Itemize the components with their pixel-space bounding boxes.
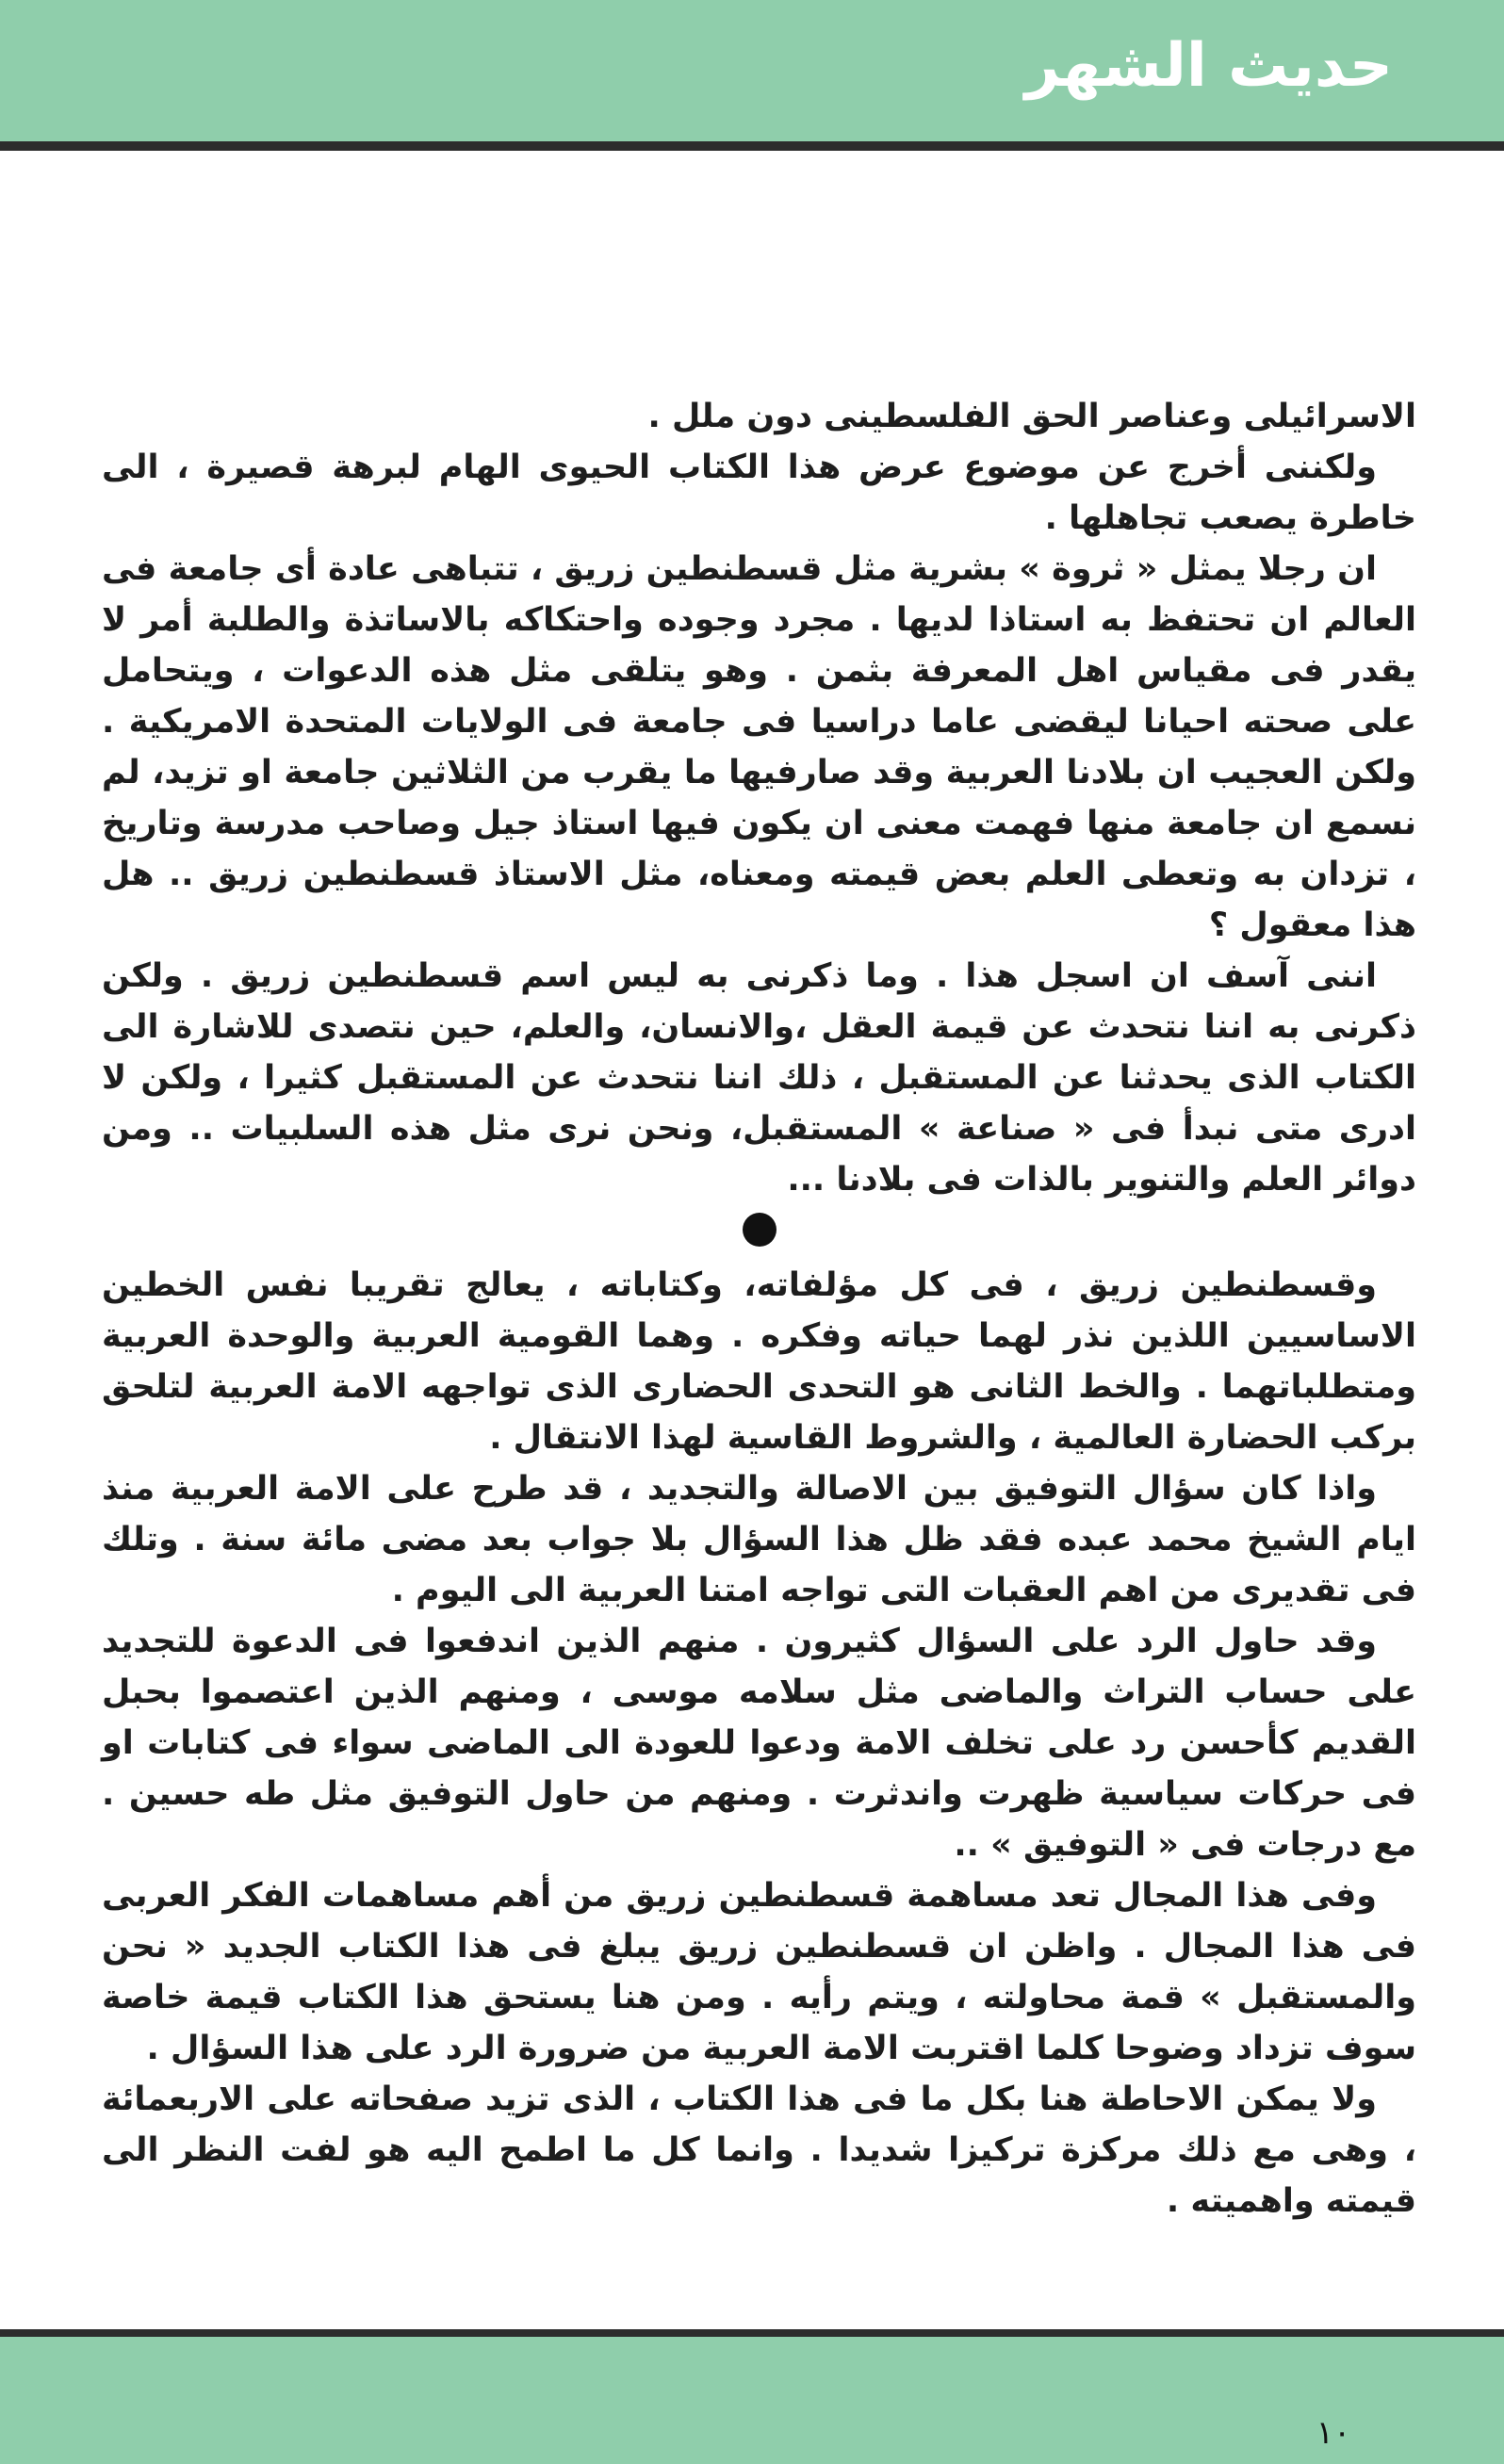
footer-band: [0, 2337, 1504, 2464]
paragraph: ولكننى أخرج عن موضوع عرض هذا الكتاب الحيوى الهام لبرهة قصيرة ، الى خاطرة يصعب تجاهلها .: [102, 449, 1416, 537]
section-bullet-icon: [743, 1213, 777, 1247]
paragraph: ولا يمكن الاحاطة هنا بكل ما فى هذا الكتاب ، الذى تزيد صفحاته على الاربعمائة ، وهى مع ذلك مركزة تركيزا شديدا . وانما كل ما اطمح اليه هو لفت النظر الى قيمته واهميته .: [102, 2081, 1416, 2220]
paragraph: وفى هذا المجال تعد مساهمة قسطنطين زريق من أهم مساهمات الفكر العربى فى هذا المجال . واظن ان قسطنطين زريق يبلغ فى هذا الكتاب الجديد « نحن والمستقبل » قمة محاولته ، ويتم رأيه . ومن هنا يستحق هذا الكتاب قيمة خاصة سوف تزداد وضوحا كلما اقتربت الامة العربية من ضرورة الرد على هذا السؤال .: [102, 1877, 1416, 2067]
footer-rule: [0, 2329, 1504, 2337]
paragraph: وقسطنطين زريق ، فى كل مؤلفاته، وكتاباته ، يعالج تقريبا نفس الخطين الاساسيين اللذين نذر لهما حياته وفكره . وهما القومية العربية والوحدة العربية ومتطلباتهما . والخط الثانى هو التحدى الحضارى الذى تواجهه الامة العربية لتلحق بركب الحضارة العالمية ، والشروط القاسية لهذا الانتقال .: [102, 1266, 1416, 1457]
paragraph: اننى آسف ان اسجل هذا . وما ذكرنى به ليس اسم قسطنطين زريق . ولكن ذكرنى به اننا نتحدث عن قيمة العقل ،والانسان، والعلم، حين نتصدى للاشارة الى الكتاب الذى يحدثنا عن المستقبل ، ذلك اننا نتحدث عن المستقبل كثيرا ، ولكن لا ادرى متى نبدأ فى « صناعة » المستقبل، ونحن نرى مثل هذه السلبيات .. ومن دوائر العلم والتنوير بالذات فى بلادنا ...: [102, 957, 1416, 1199]
paragraph: وقد حاول الرد على السؤال كثيرون . منهم الذين اندفعوا فى الدعوة للتجديد على حساب التراث والماضى مثل سلامه موسى ، ومنهم الذين اعتصموا بحبل القديم كأحسن رد على تخلف الامة ودعوا للعودة الى الماضى سواء فى كتابات او فى حركات سياسية ظهرت واندثرت . ومنهم من حاول التوفيق مثل طه حسين . مع درجات فى « التوفيق » ..: [102, 1623, 1416, 1864]
paragraph: الاسرائيلى وعناصر الحق الفلسطينى دون ملل .: [647, 398, 1416, 435]
header-rule: [0, 141, 1504, 151]
section-title: حديث الشهر: [1024, 31, 1393, 101]
article-body: [102, 391, 1416, 2227]
page-number: ١٠: [1316, 2414, 1351, 2452]
paragraph: واذا كان سؤال التوفيق بين الاصالة والتجديد ، قد طرح على الامة العربية منذ ايام الشيخ محمد عبده فقد ظل هذا السؤال بلا جواب بعد مضى مائة سنة . وتلك فى تقديرى من اهم العقبات التى تواجه امتنا العربية الى اليوم .: [102, 1470, 1416, 1609]
paragraph: ان رجلا يمثل « ثروة » بشرية مثل قسطنطين زريق ، تتباهى عادة أى جامعة فى العالم ان تحتفظ به استاذا لديها . مجرد وجوده واحتكاكه بالاساتذة والطلبة أمر لا يقدر فى مقياس اهل المعرفة بثمن . وهو يتلقى مثل هذه الدعوات ، ويتحامل على صحته احيانا ليقضى عاما دراسيا فى جامعة فى الولايات المتحدة الامريكية . ولكن العجيب ان بلادنا العربية وقد صارفيها ما يقرب من الثلاثين جامعة او تزيد، لم نسمع ان جامعة منها فهمت معنى ان يكون فيها استاذ جيل وصاحب مدرسة وتاريخ ، تزدان به وتعطى العلم بعض قيمته ومعناه، مثل الاستاذ قسطنطين زريق .. هل هذا معقول ؟: [102, 550, 1416, 944]
